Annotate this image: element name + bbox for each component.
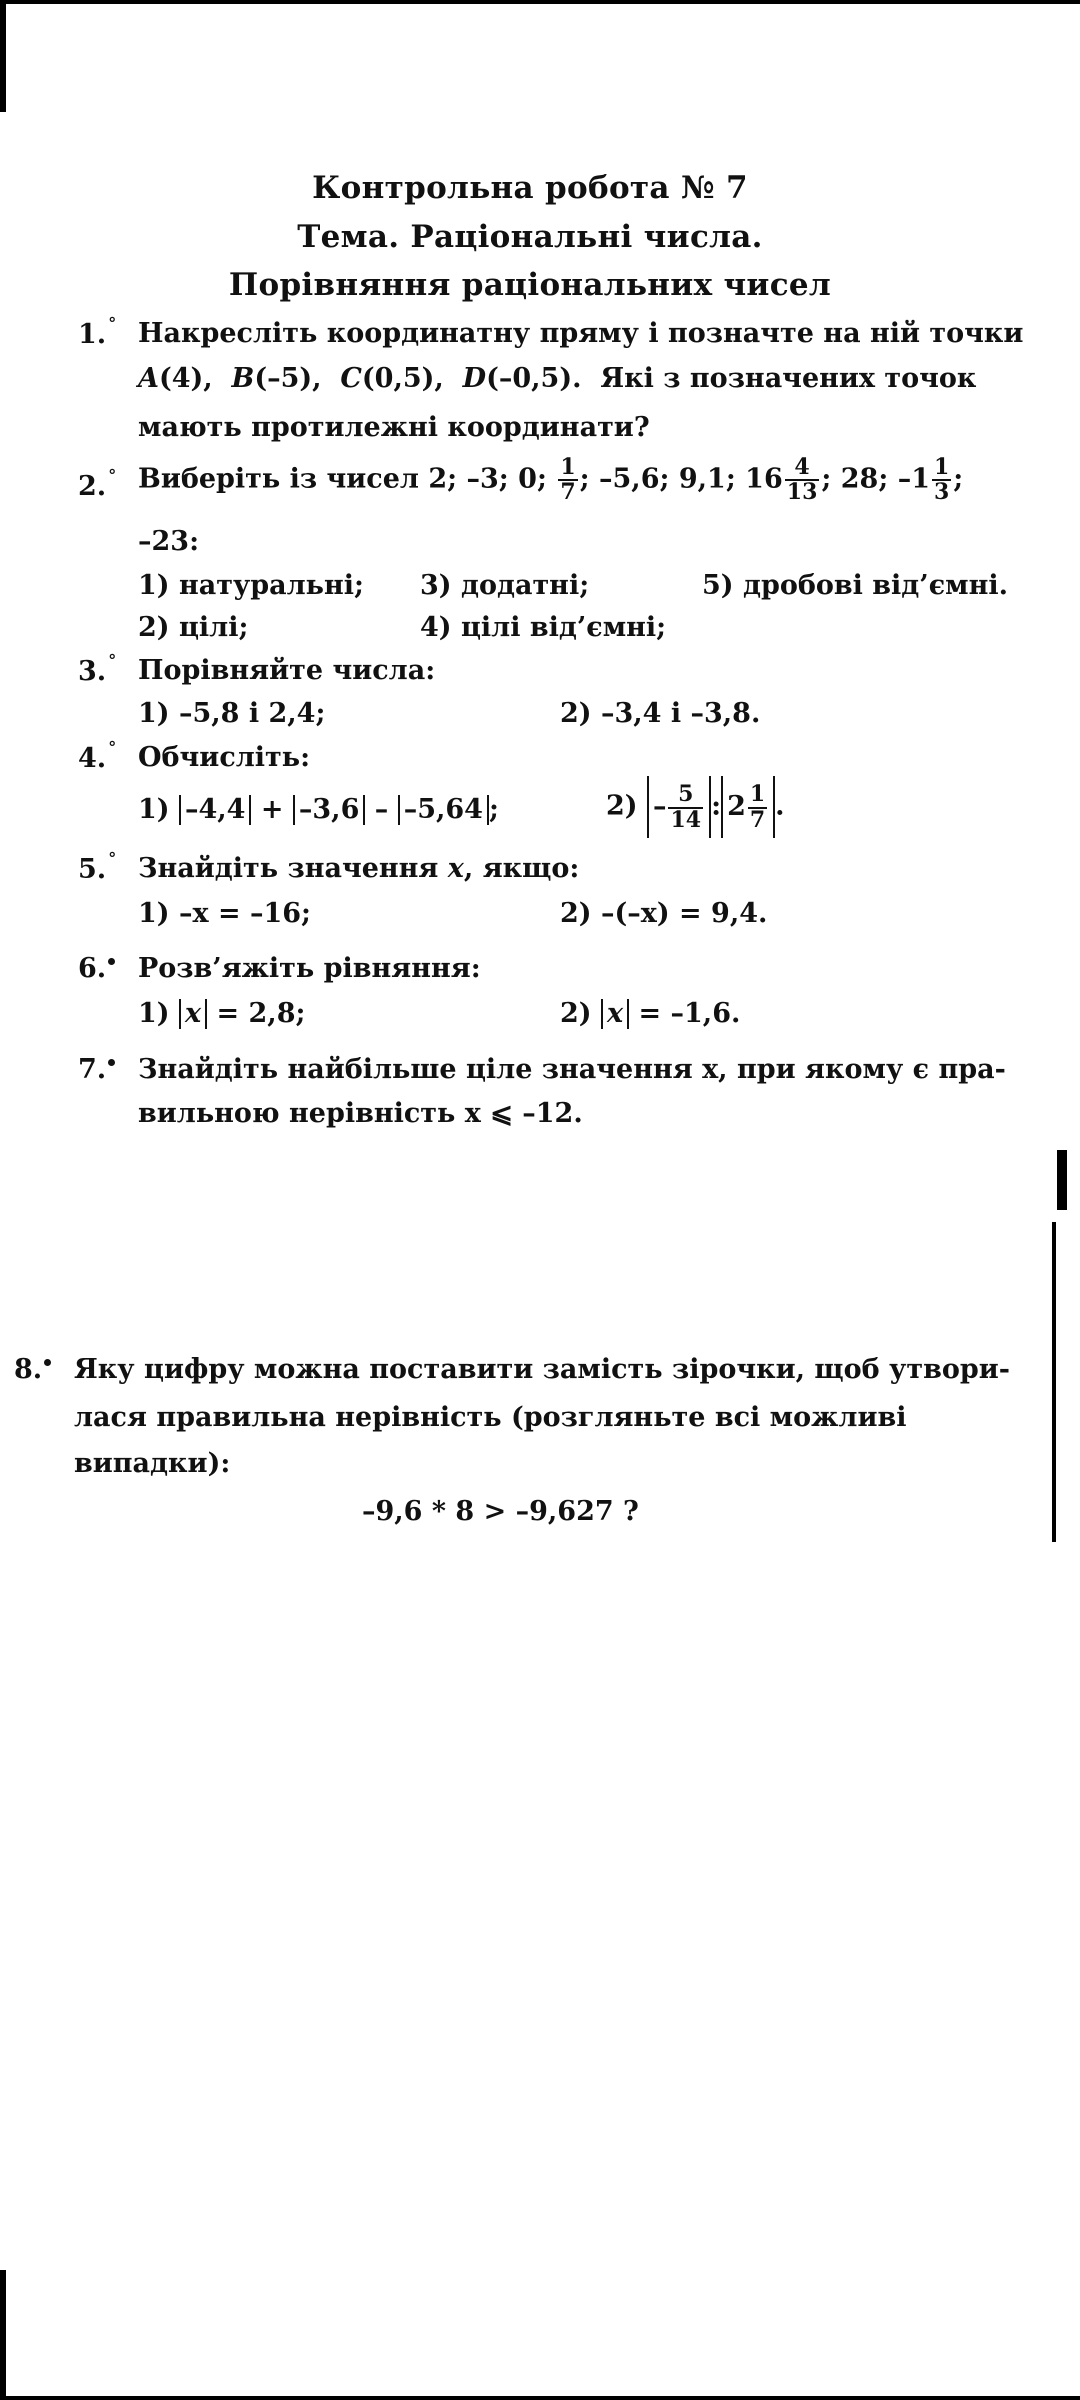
task-8-line-1: Яку цифру можна поставити замість зірочки, щоб утвори- — [74, 1354, 1010, 1385]
task-7-number: 7. — [78, 1054, 115, 1085]
task-2-option-5: 5) дробові від’ємні. — [702, 570, 1009, 601]
task-1-line-1: Накресліть координатну пряму і позначте на ній точки — [138, 318, 1024, 349]
task-2-number: 2. ° — [78, 466, 117, 502]
task-2-line-2: –23: — [138, 526, 200, 557]
task-6-number: 6. — [78, 953, 115, 984]
task-4-item-1: 1) –4,4 + –3,6 – –5,64 ; — [138, 794, 499, 825]
task-5-text: Знайдіть значення x, якщо: — [138, 853, 580, 884]
star-level-dot — [44, 1359, 51, 1366]
star-level-dot — [108, 958, 115, 965]
scan-mark-right-2 — [1052, 1222, 1056, 1542]
task-6-text: Розв’яжіть рівняння: — [138, 953, 481, 984]
task-4-item-2: 2) – $\frac{5}{14}$ : 2 $\frac{1}{7}$ . — [606, 776, 785, 838]
task-4-number: 4. ° — [78, 738, 117, 774]
fraction-1-3: $\frac{1}{3}$ — [933, 454, 950, 506]
task-5-number: 5. ° — [78, 849, 117, 885]
task-7-line-2: вильною нерівність x ⩽ –12. — [138, 1098, 583, 1129]
task-6-item-2: 2) x = –1,6. — [560, 998, 741, 1029]
page-title: Контрольна робота № 7 — [312, 170, 748, 206]
task-4-text: Обчисліть: — [138, 742, 311, 773]
task-2-line-1: Виберіть із чисел 2; –3; 0; $\frac{1}{7}$ ; –5,6; 9,1; 16 $\frac{4}{13}$ ; 28; –1 $\frac{1}{3}$ ; — [138, 454, 964, 506]
task-3-text: Порівняйте числа: — [138, 655, 436, 686]
task-5-item-1: 1) –x = –16; — [138, 898, 312, 929]
task-8-line-3: випадки): — [74, 1448, 231, 1479]
task-7-line-1: Знайдіть найбільше ціле значення x, при якому є пра- — [138, 1054, 1006, 1085]
task-8-expression: –9,6 * 8 > –9,627 ? — [362, 1496, 639, 1527]
task-3-number: 3. ° — [78, 651, 117, 687]
task-3-item-2: 2) –3,4 і –3,8. — [560, 698, 761, 729]
fraction-4-13: $\frac{4}{13}$ — [786, 454, 818, 506]
scan-border-left-bottom — [0, 2270, 6, 2400]
task-5-item-2: 2) –(–x) = 9,4. — [560, 898, 768, 929]
scan-mark-right-1 — [1057, 1150, 1067, 1210]
page-subtopic: Порівняння раціональних чисел — [228, 267, 832, 303]
task-1-line-2: A(4), B(–5), C(0,5), D(–0,5). Які з позначених точок — [138, 363, 977, 394]
scan-border-bottom — [0, 2396, 1080, 2400]
task-2-option-4: 4) цілі від’ємні; — [420, 612, 667, 643]
task-2-option-2: 2) цілі; — [138, 612, 249, 643]
task-2-option-1: 1) натуральні; — [138, 570, 364, 601]
star-level-dot — [108, 1059, 115, 1066]
scan-border-top — [0, 0, 1080, 4]
task-8-line-2: лася правильна нерівність (розгляньте всі можливі — [74, 1402, 907, 1433]
fraction-1-7: $\frac{1}{7}$ — [560, 454, 576, 506]
task-8-number: 8. — [14, 1354, 51, 1385]
task-2-option-3: 3) додатні; — [420, 570, 590, 601]
task-1-line-3: мають протилежні координати? — [138, 412, 650, 443]
page-topic: Тема. Раціональні числа. — [297, 219, 763, 255]
task-3-item-1: 1) –5,8 і 2,4; — [138, 698, 326, 729]
scan-border-left-top — [0, 0, 6, 112]
task-6-item-1: 1) x = 2,8; — [138, 998, 306, 1029]
task-1-number: 1. ° — [78, 314, 117, 350]
